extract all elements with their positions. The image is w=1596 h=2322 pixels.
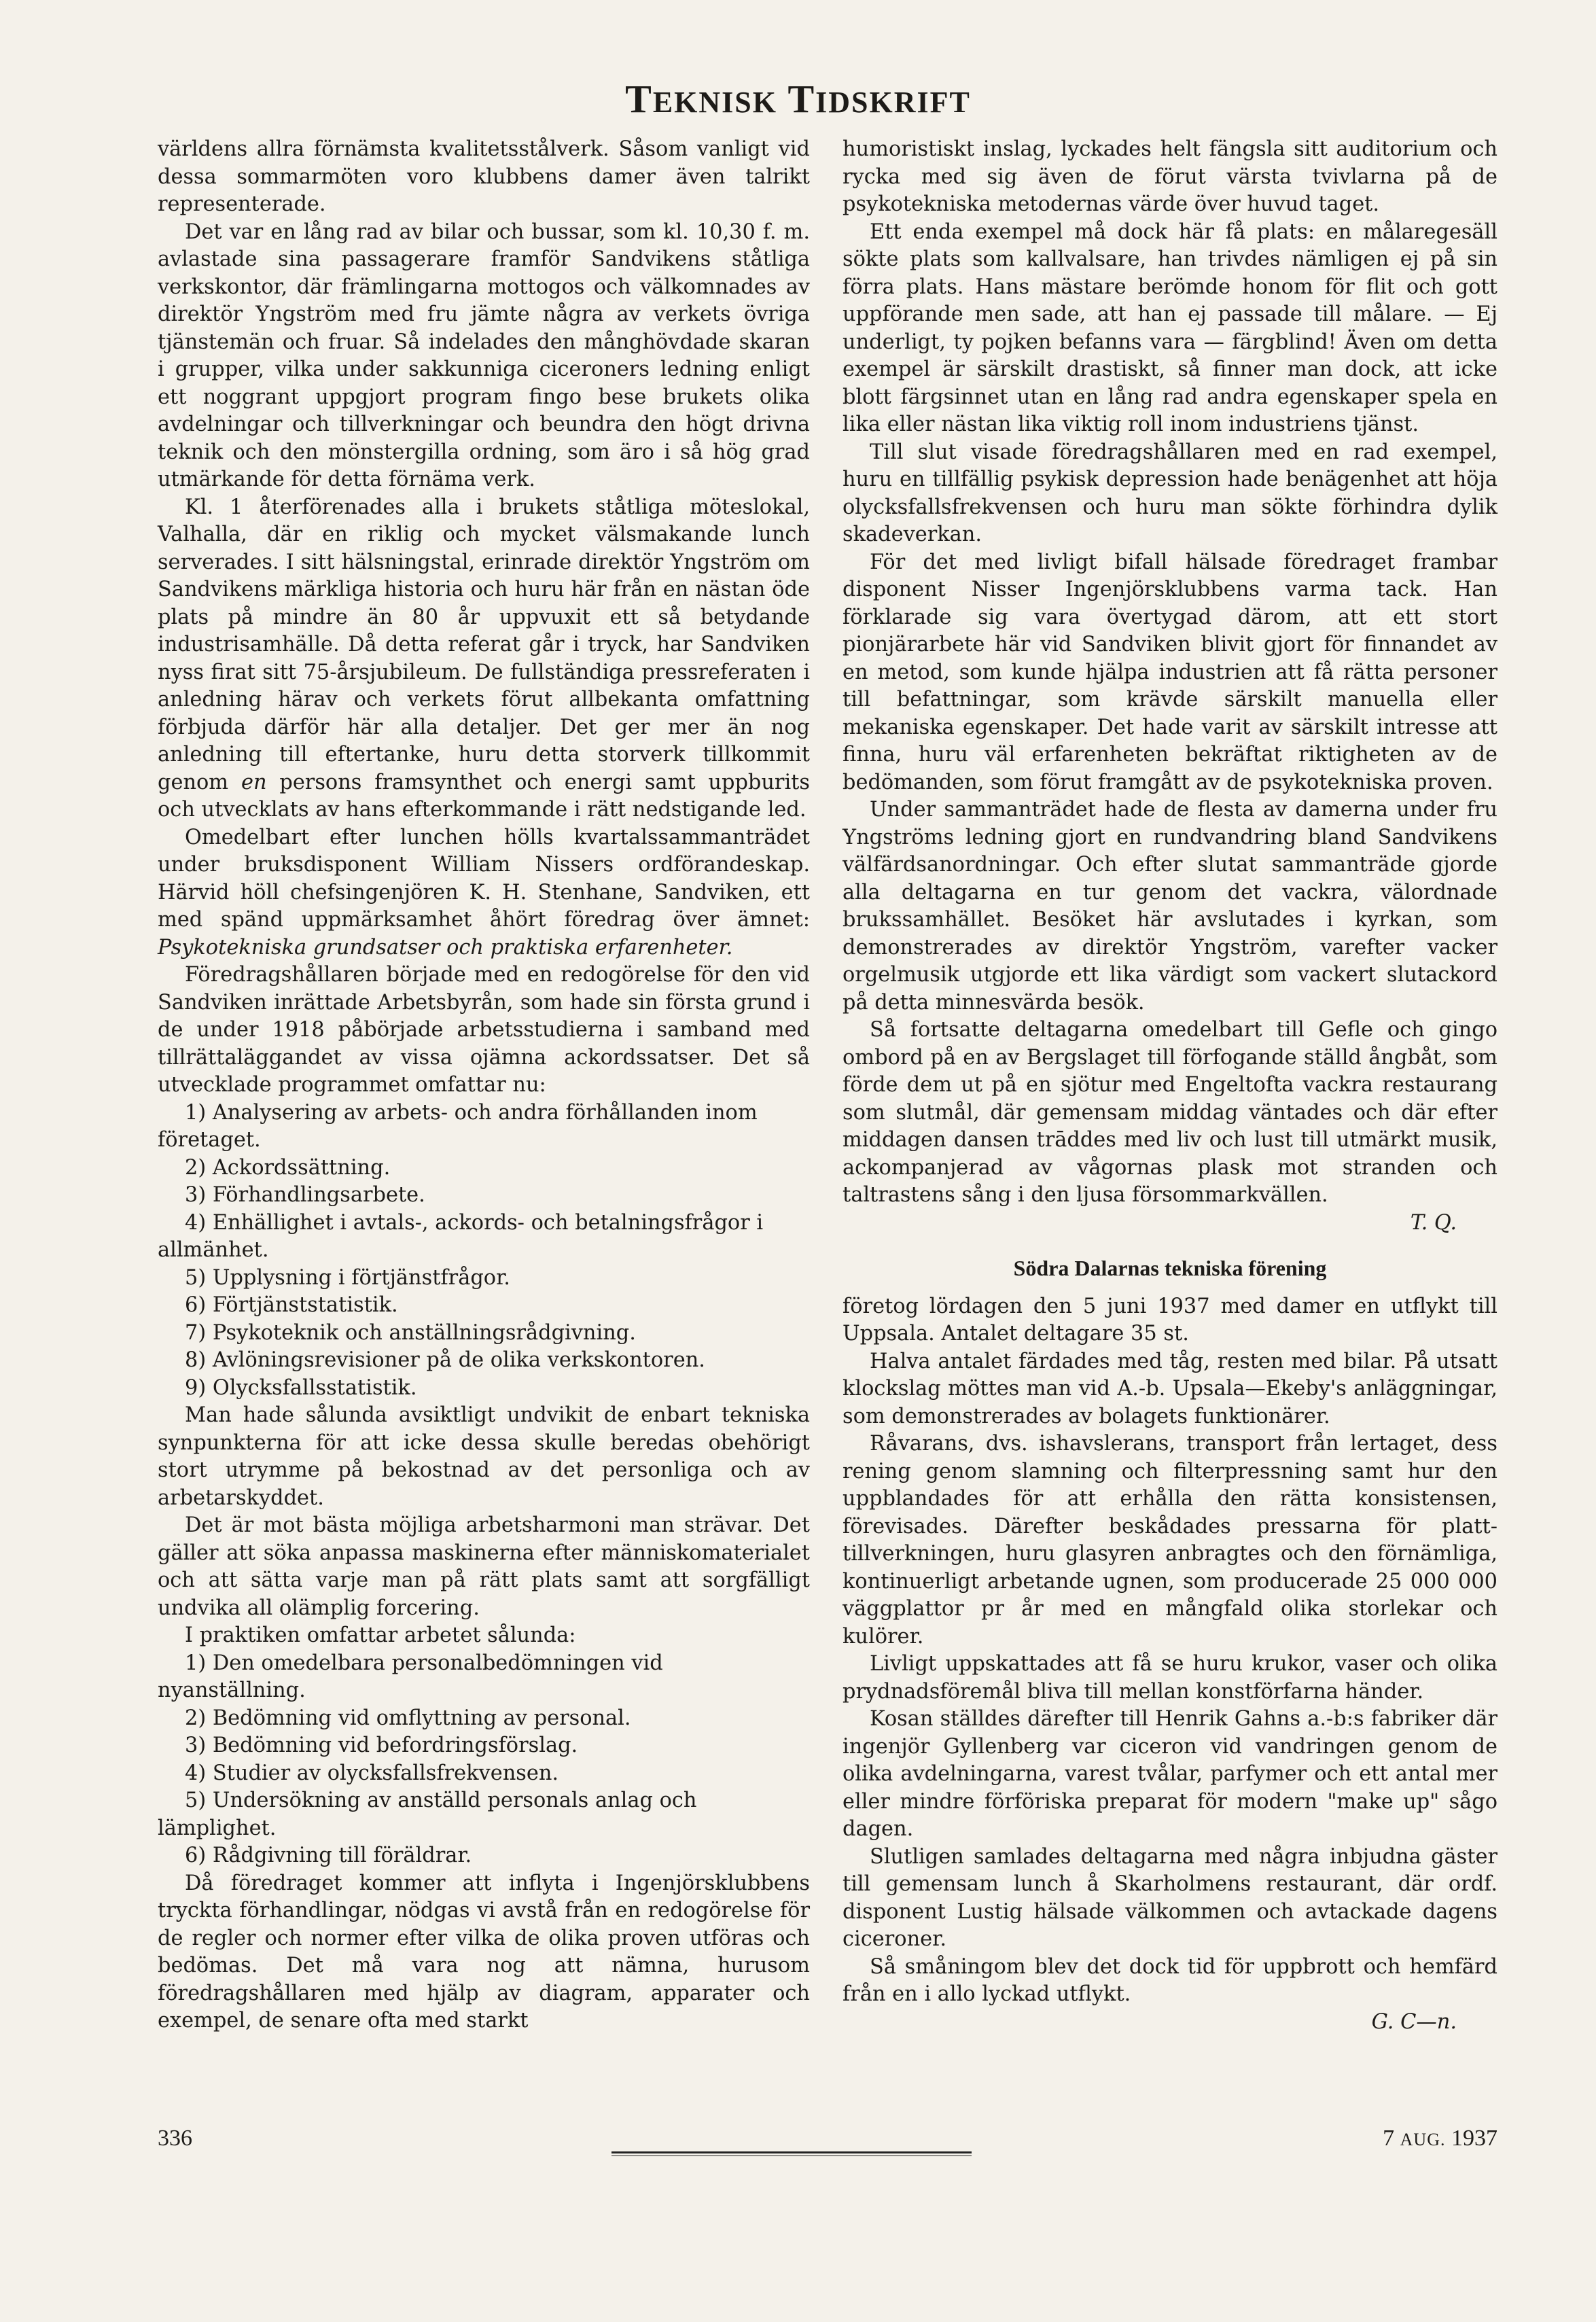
- paragraph: företog lördagen den 5 juni 1937 med damer en utflykt till Uppsala. Antalet deltagare 35 st.: [843, 1294, 1497, 1345]
- list-item: 6) Rådgivning till föräldrar.: [185, 1844, 472, 1867]
- list-item: 8) Avlöningsrevisioner på de olika verkskontoren.: [185, 1348, 705, 1372]
- date-year: 1937: [1451, 2126, 1497, 2151]
- text-run: Omedelbart efter lunchen hölls kvartalssammanträdet under bruksdisponent William Nissers ordförandeskap. Härvid höll chefsingenjören K. H. Stenhane, Sandviken, ett med spänd uppmärksamhet åhört föredrag över ämnet:: [158, 825, 810, 932]
- paragraph: I praktiken omfattar arbetet sålunda:: [185, 1623, 576, 1647]
- paragraph: Råvarans, dvs. ishavslerans, transport från lertaget, dess rening genom slamning och filterpressning samt hur den uppblandades för att erhålla den rätta konsistensen, förevisades. Därefter beskådades pressarna för platt-tillverkningen, huru glasyren anbragtes och den förnämliga, kontinuerligt arbetande ugnen, som producerade 25 000 000 väggplattor pr år med en mångfald olika storlekar och kulörer.: [843, 1432, 1497, 1649]
- list-item: 9) Olycksfallsstatistik.: [185, 1375, 417, 1400]
- list-item: 3) Bedömning vid befordringsförslag.: [185, 1734, 578, 1757]
- paragraph: Ett enda exempel må dock här få plats: en målaregesäll sökte plats som kallvalsare, han trivdes nämligen ej på sin förra plats. Hans mästare berömde honom för flit och gott uppförande men sade, att han ej passade till målare. — Ej underligt, ty pojken befanns vara — färgblind! Även om detta exempel är särskilt drastiskt, så finner man dock, att icke blott färgsinnet utan en lång rad andra egenskaper spela en lika eller nästan lika viktig roll inom industriens tjänst.: [843, 219, 1497, 436]
- date-day: 7: [1383, 2126, 1395, 2151]
- paragraph: [158, 824, 810, 962]
- list-item: 2) Bedömning vid omflyttning av personal.: [185, 1706, 631, 1730]
- list-item: 1) Den omedelbara personalbedömningen vid nyanställning.: [158, 1651, 663, 1702]
- paragraph: [158, 494, 810, 824]
- list-item: 6) Förtjänststatistik.: [185, 1293, 398, 1317]
- paragraph: Kosan ställdes därefter till Henrik Gahns a.-b:s fabriker där ingenjör Gyllenberg var ciceron vid vandringen genom de olika avdelningarna, varest tvålar, parfymer och ett antal mer eller mindre förföriska preparat för modern "make up" sågo dagen.: [843, 1707, 1497, 1841]
- list-item: 5) Undersökning av anställd personals anlag och lämplighet.: [158, 1789, 697, 1840]
- issue-date: [1383, 2126, 1497, 2151]
- list-item: 4) Enhällighet i avtals-, ackords- och betalningsfrågor i allmänhet.: [158, 1210, 764, 1262]
- practice-list: [158, 1650, 810, 1870]
- right-column: [843, 136, 1497, 2036]
- paragraph: Det var en lång rad av bilar och bussar, som kl. 10,30 f. m. avlastade sina passagerare framför Sandvikens ståtliga verkskontor, där främlingarna mottogos och välkomnades av direktör Yngström med fru jämte några av verkets övriga tjänstemän och fruar. Så indelades den månghövdade skaran i grupper, vilka under sakkunniga ciceroners ledning enligt ett noggrant uppgjort program fingo bese brukets olika avdelningar och tillverkningar och beundra den högt drivna teknik och den mönstergilla ordning, som äro i så hög grad utmärkande för detta förnäma verk.: [158, 219, 810, 491]
- list-item: 1) Analysering av arbets- och andra förhållanden inom företaget.: [158, 1100, 758, 1152]
- paragraph: humoristiskt inslag, lyckades helt fängsla sitt auditorium och rycka med sig även de förut värsta tvivlarna på de psykotekniska metodernas värde över huvud taget.: [843, 137, 1497, 216]
- paragraph: Så fortsatte deltagarna omedelbart till Gefle och gingo ombord på en av Bergslaget till förfogande ställd ångbåt, som förde dem ut på en sjötur med Engeltofta vackra restaurang som slutmål, där gemensam middag väntades och där efter middagen dansen trāddes med liv och lust till utmärkt musik, ackompanjerad av vågornas plask mot stranden och taltrastens sång i den ljusa försommarkvällen.: [843, 1018, 1497, 1207]
- text-run: persons framsynthet och energi samt uppburits och utvecklats av hans efterkommande i rätt nedstigande led.: [158, 770, 810, 822]
- title-initial-2: T: [787, 77, 816, 121]
- paragraph: Det är mot bästa möjliga arbetsharmoni man strävar. Det gäller att söka anpassa maskinerna efter människomaterialet och att sätta varje man på rätt plats samt att sorgfälligt undvika all olämplig forcering.: [158, 1513, 810, 1620]
- list-item: 4) Studier av olycksfallsfrekvensen.: [185, 1761, 559, 1785]
- paragraph: världens allra förnämsta kvalitetsstålverk. Såsom vanligt vid dessa sommarmöten voro klubbens damer även talrikt representerade.: [158, 137, 810, 216]
- title-rest-2: IDSKRIFT: [815, 86, 971, 119]
- title-initial-1: T: [625, 77, 653, 121]
- paragraph: Till slut visade föredragshållaren med en rad exempel, huru en tillfällig psykisk depression hade benägenhet att höja olycksfallsfrekvensen och huru man sökte förhindra dylik skadeverkan.: [843, 440, 1497, 546]
- paragraph: Under sammanträdet hade de flesta av damerna under fru Yngströms ledning gjort en rundvandring bland Sandvikens välfärdsanordningar. Och efter slutat sammanträde gjorde alla deltagarna en tur genom det vackra, välordnade brukssamhället. Besöket här avslutades i kyrkan, som demonstrerades av direktör Yngström, varefter vacker orgelmusik utgjorde ett lika värdigt som vackert slutackord på detta minnesvärda besök.: [843, 798, 1497, 1015]
- list-item: 2) Ackordssättning.: [185, 1155, 391, 1180]
- paragraph: Slutligen samlades deltagarna med några inbjudna gäster till gemensam lunch å Skarholmens restaurant, där ordf. disponent Lustig hälsade välkommen och avtackade dagens ciceroner.: [843, 1844, 1497, 1951]
- page-number: 336: [158, 2126, 192, 2151]
- paragraph: Då föredraget kommer att inflyta i Ingenjörsklubbens tryckta förhandlingar, nödgas vi avstå från en redogörelse för de regler och normer efter vilka de olika proven utföras och bedömas. Det må vara nog att nämna, hurusom föredragshållaren med hjälp av diagram, apparater och exempel, de senare ofta med starkt: [158, 1871, 810, 2033]
- paragraph: Föredragshållaren började med en redogörelse för den vid Sandviken inrättade Arbetsbyrån, som hade sin första grund i de under 1918 påbörjade arbetsstudierna i samband med tillrättaläggandet av vissa ojämna ackordssatser. Det så utvecklade programmet omfattar nu:: [158, 963, 810, 1097]
- paragraph: Så småningom blev det dock tid för uppbrott och hemfärd från en i allo lyckad utflykt.: [843, 1954, 1497, 2006]
- paragraph: Halva antalet färdades med tåg, resten med bilar. På utsatt klockslag möttes man vid A.-b. Upsala—Ekeby's anläggningar, som demonstrerades av bolagets funktionärer.: [843, 1349, 1497, 1428]
- paragraph: Man hade sålunda avsiktligt undvikit de enbart tekniska synpunkterna för att icke dessa skulle beredas obehörigt stort utrymme på bekostnad av det personliga och av arbetarskyddet.: [158, 1403, 810, 1510]
- emphasis: en: [241, 770, 267, 794]
- title-rest-1: EKNISK: [652, 86, 777, 119]
- date-month: AUG.: [1400, 2130, 1446, 2149]
- author-signature: T. Q.: [1410, 1210, 1457, 1235]
- paragraph: Livligt uppskattades att få se huru krukor, vaser och olika prydnadsföremål bliva till mellan konstförfarna händer.: [843, 1652, 1497, 1704]
- paragraph: För det med livligt bifall hälsade föredraget frambar disponent Nisser Ingenjörsklubbens varma tack. Han förklarade sig vara övertygad därom, att ett stort pionjärarbete här vid Sandviken blivit gjort för finnandet av en metod, som kunde hjälpa industrien att få rätta personer till befattningar, som krävde särskilt manuella eller mekaniska egenskaper. Det hade varit av särskilt intresse att finna, huru väl erfarenheten bekräftat riktigheten av de bedömanden, som förut framgått av de psykotekniska proven.: [843, 550, 1497, 794]
- list-item: 3) Förhandlingsarbete.: [185, 1183, 425, 1207]
- text-run: Kl. 1 återförenades alla i brukets ståtliga möteslokal, Valhalla, där en riklig och mycket välsmakande lunch serverades. I sitt hälsningstal, erinrade direktör Yngström om Sandvikens märkliga historia och huru här från en nästan öde plats på mindre än 80 år uppvuxit ett så betydande industrisamhälle. Då detta referat går i tryck, har Sandviken nyss firat sitt 75-årsjubileum. De fullständiga pressreferaten i anledning härav och verkets förut allbekanta omfattning förbjuda därför här alla detaljer. Det ger mer än nog anledning till eftertanke, huru detta storverk tillkommit genom: [158, 495, 810, 794]
- list-item: 5) Upplysning i förtjänstfrågor.: [185, 1265, 510, 1290]
- author-signature: G. C—n.: [1371, 2009, 1457, 2034]
- section-heading: Södra Dalarnas tekniska förening: [1013, 1256, 1327, 1280]
- list-item: 7) Psykoteknik och anställningsrådgivning.: [185, 1320, 636, 1345]
- program-list: [158, 1100, 810, 1403]
- footer-rule: [611, 2151, 972, 2156]
- journal-title: [0, 76, 1596, 122]
- left-column: [158, 136, 810, 2035]
- talk-title: Psykotekniska grundsatser och praktiska erfarenheter.: [158, 935, 733, 960]
